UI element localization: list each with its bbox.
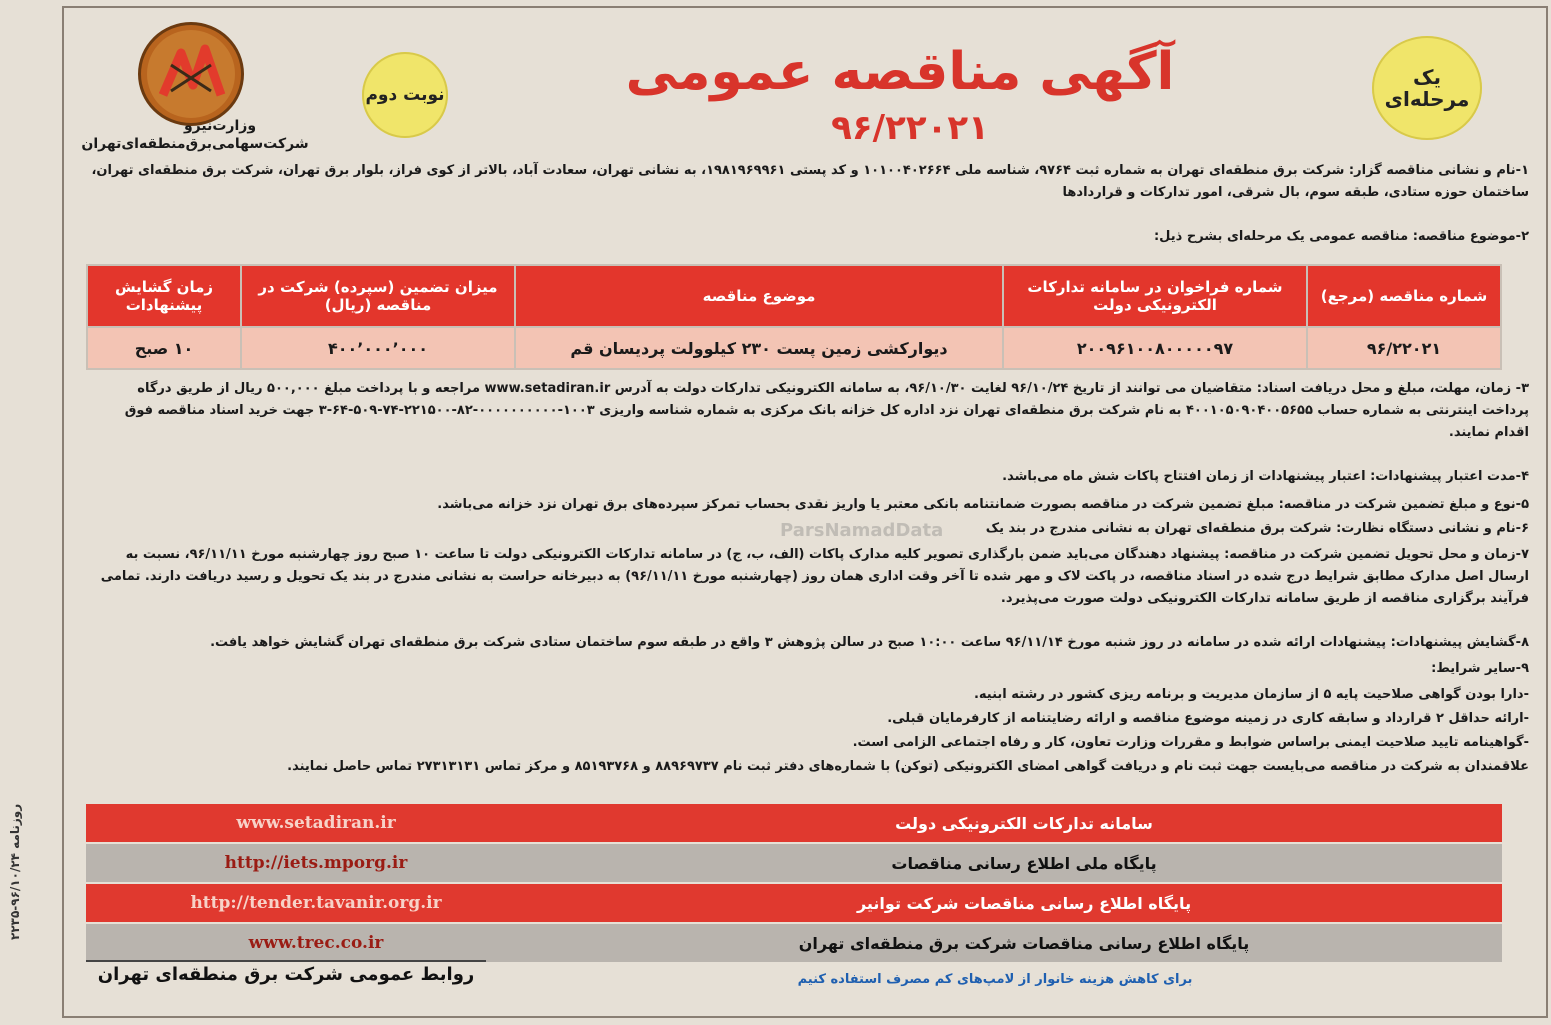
link-row-tavanir [86,884,1502,922]
stage-badge: یک مرحله‌ای [1372,36,1482,140]
ministry-label: وزارت‌نیرو [183,118,257,134]
section-5: ۵-نوع و مبلغ تضمین شرکت در مناقصه: مبلغ تضمین شرکت در مناقصه بصورت ضمانتنامه بانکی معتبر یا واریز نقدی بحساب تمرکز سپرده‌های برق تهران نزد خزانه می‌باشد. [437,497,1529,512]
cell-guarantee: ۴۰۰٬۰۰۰٬۰۰۰ [241,327,515,369]
tender-table [86,264,1502,370]
section-1: ۱-نام و نشانی مناقصه گزار: شرکت برق منطقه‌ای تهران به شماره ثبت ۹۷۶۴، شناسه ملی ۱۰۱۰۰۴۰۲۶۶۴ و کد پستی ۱۹۸۱۹۶۹۹۶۱، به نشانی تهران، سعادت آباد، بالاتر از کوی فراز، بلوار برق تهران، شرکت برق منطقه‌ای تهران، ساختمان حوزه ستادی، طبقه سوم، بال شرقی، امور تدارکات و قراردادها [91,163,1529,200]
cell-call-number: ۲۰۰۹۶۱۰۰۸۰۰۰۰۰۹۷ [1003,327,1307,369]
link-name: پایگاه اطلاع رسانی مناقصات شرکت توانیر [856,893,1192,913]
link-url[interactable]: http://iets.mporg.ir [224,853,408,873]
link-row-iets [86,844,1502,882]
table-header-row [87,265,1501,327]
page-title: آگهی مناقصه عمومی [625,42,1175,102]
section-9: ۹-سایر شرایط: [1431,661,1529,676]
section-6: ۶-نام و نشانی دستگاه نظارت: شرکت برق منطقه‌ای تهران به نشانی مندرج در بند یک [985,521,1529,536]
reference-number: ۹۶/۲۲۰۲۱ [831,108,989,148]
newspaper-side-label: روزنامه ۹۶/۱۰/۲۴-۲۲۳۵ [8,803,22,940]
table-row [87,327,1501,369]
condition-1: -دارا بودن گواهی صلاحیت پایه ۵ از سازمان مدیریت و برنامه ریزی کشور در رشته ابنیه. [973,687,1529,702]
footer-divider [86,960,486,962]
links-table [86,804,1502,964]
condition-2: -ارائه حداقل ۲ قرارداد و سابقه کاری در زمینه موضوع مناقصه و ارائه رضایتنامه از کارفرمایان قبلی. [887,711,1529,726]
section-7: ۷-زمان و محل تحویل تضمین شرکت در مناقصه: پیشنهاد دهندگان می‌باید ضمن بارگذاری تصویر کلیه مدارک پاکات (الف، ب، ج) در سامانه تدارکات الکترونیکی دولت تا ساعت ۱۰ صبح روز چهارشنبه مورخ ۹۶/۱۱/۱۱، نسبت به ارسال اصل مدارک مطابق شرایط درج شده در اسناد مناقصه، در پاکت لاک و مهر شده تا آخر وقت اداری همان روز (چهارشنبه مورخ ۹۶/۱۱/۱۱) به دبیرخانه حراست به نشانی مندرج در بند یک تحویل و رسید دریافت دارند. تمامی فرآیند برگزاری مناقصه از طریق سامانه تدارکات الکترونیکی دولت صورت می‌پذیرد. [100,547,1529,606]
registration-note: علاقمندان به شرکت در مناقصه می‌بایست جهت ثبت نام و دریافت گواهی امضای الکترونیکی (توکن) با شماره‌های دفتر ثبت نام ۸۸۹۶۹۷۳۷ و ۸۵۱۹۳۷۶۸ و مرکز تماس ۲۷۳۱۳۱۳۱ تماس حاصل نمایند. [287,759,1529,774]
col-call-number: شماره فراخوان در سامانه تدارکات الکترونیکی دولت [1003,265,1307,327]
section-3: ۳- زمان، مهلت، مبلغ و محل دریافت اسناد: متقاضیان می توانند از تاریخ ۹۶/۱۰/۲۴ لغایت ۹۶/۱۰/۳۰، به سامانه الکترونیکی تدارکات دولت به آدرس www.setadiran.ir مراجعه و با پرداخت مبلغ ۵۰۰,۰۰۰ ریال از طریق درگاه پرداخت اینترنتی به شماره حساب ۴۰۰۱۰۵۰۹۰۴۰۰۵۶۵۵ به نام شرکت برق منطقه‌ای تهران نزد اداره کل خزانه بانک مرکزی به شماره شناسه واریزی ۱۰۰۳-۰۰۰۰۰۰۰۰۰۰-۸۲-۲۲۱۵۰۰-۷۴-۵۰۹-۶۴-۳ جهت خرید اسناد مناقصه فوق اقدام نمایند. [124,381,1529,440]
link-name: پایگاه ملی اطلاع رسانی مناقصات [891,853,1157,873]
link-row-setadiran [86,804,1502,842]
cell-subject: دیوارکشی زمین پست ۲۳۰ کیلوولت پردیسان قم [515,327,1003,369]
energy-saving-slogan: برای کاهش هزینه خانوار از لامپ‌های کم مصرف استفاده کنیم [797,972,1193,987]
col-guarantee: میزان تضمین (سپرده) شرکت در مناقصه (ریال) [241,265,515,327]
watermark: ParsNamadData [780,520,944,541]
cell-tender-number: ۹۶/۲۲۰۲۱ [1307,327,1501,369]
col-tender-number: شماره مناقصه (مرجع) [1307,265,1501,327]
condition-3: -گواهینامه تایید صلاحیت ایمنی براساس ضوابط و مقررات وزارت تعاون، کار و رفاه اجتماعی الزامی است. [852,735,1529,750]
link-row-trec [86,924,1502,962]
link-url[interactable]: www.setadiran.ir [236,813,396,833]
tehran-electric-logo [138,22,244,126]
company-label: شرکت‌سهامی‌برق‌منطقه‌ای‌تهران [81,136,309,152]
public-relations-label: روابط عمومی شرکت برق منطقه‌ای تهران [97,964,475,985]
link-url[interactable]: http://tender.tavanir.org.ir [190,893,442,913]
link-name: پایگاه اطلاع رسانی مناقصات شرکت برق منطقه‌ای تهران [798,933,1250,953]
cell-opening-time: ۱۰ صبح [87,327,241,369]
section-8: ۸-گشایش پیشنهادات: پیشنهادات ارائه شده در سامانه در روز شنبه مورخ ۹۶/۱۱/۱۴ ساعت ۱۰:۰۰ صبح در سالن پژوهش ۳ واقع در طبقه سوم ساختمان ستادی شرکت برق منطقه‌ای تهران گشایش خواهد یافت. [210,635,1529,650]
section-4: ۴-مدت اعتبار پیشنهادات: اعتبار پیشنهادات از زمان افتتاح پاکات شش ماه می‌باشد. [1002,469,1529,484]
col-subject: موضوع مناقصه [515,265,1003,327]
section-2: ۲-موضوع مناقصه: مناقصه عمومی یک مرحله‌ای بشرح ذیل: [1153,229,1529,244]
link-name: سامانه تدارکات الکترونیکی دولت [895,813,1153,833]
col-opening-time: زمان گشایش پیشنهادات [87,265,241,327]
link-url[interactable]: www.trec.co.ir [248,933,384,953]
round-badge: نوبت دوم [362,52,448,138]
